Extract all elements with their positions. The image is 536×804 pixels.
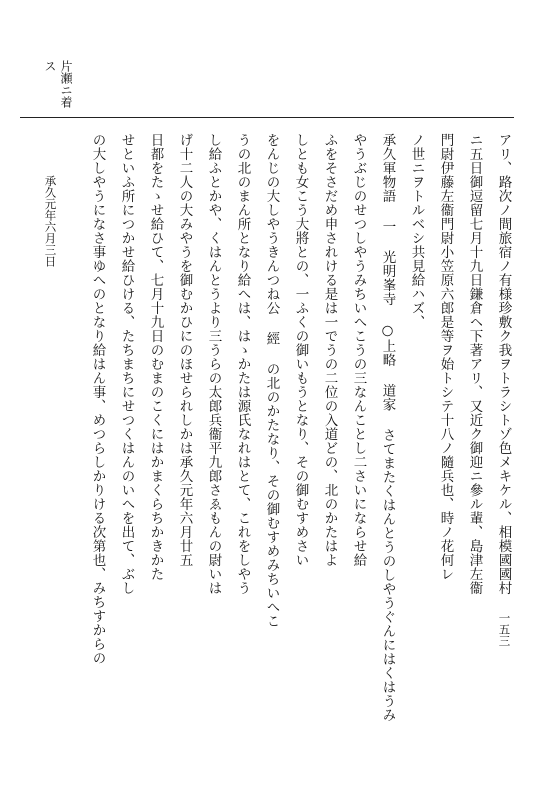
running-date: 承久元年六月三日 bbox=[43, 175, 58, 267]
header-rule bbox=[20, 117, 514, 118]
text-column: アリ、路次ノ間旅宿ノ有様珍敷ク我ヲトラシトゾ色メキケル、相模國國村 bbox=[495, 133, 512, 595]
text-column: うの北のまん所となり給へは、はゝかたは源氏なれはとて、これをしやう bbox=[234, 133, 251, 595]
text-column: ニ五日御逗留七月十九日鎌倉ヘ下著アリ、又近ク御迎ニ參ル輩、島津左衞 bbox=[466, 133, 483, 595]
text-column: 門尉伊藤左衞門尉小笠原六郎是等ヲ始トシテ十八ノ隨兵也、時ノ花何レ bbox=[437, 133, 454, 581]
text-column: やうぶじのせつしやうみちいへこうの三なんことし二さいにならせ給 bbox=[350, 133, 367, 567]
margin-note-line-1: 片瀬ニ着 bbox=[59, 60, 73, 108]
text-column-title: 承久軍物語 一 光明峯寺 ○上略 道家 さてまたくはんとうのしやうぐんにはくはうみ bbox=[379, 133, 396, 722]
text-column: しとも女こう大將との、一ふくの御いもうとなり、その御むすめさい bbox=[292, 133, 309, 567]
text-column: せといふ所につかせ給ひける、たちまちにせつくはんのいへを出て、ぶし bbox=[118, 133, 135, 595]
text-column: ふをそさだめ申されける是は一でうの二位の入道どの、北のかたはよ bbox=[321, 133, 338, 567]
text-column: げ十二人の大みやうを御むかひにのほせられしかは承久元年六月廿五 bbox=[176, 133, 193, 567]
text-column: をんじの大しやうきんつね公 經 の北のかたなり、その御むすめみちいへこ bbox=[263, 133, 280, 628]
margin-note-line-2: ス bbox=[43, 60, 57, 72]
page-number: 一五三 bbox=[497, 612, 512, 647]
text-column: 日都をたゝせ給ひて、七月十九日のむまのこくにはかまくらちかきかた bbox=[147, 133, 164, 581]
text-column: ノ世ニヲトルベシ共見給ハズ、 bbox=[408, 133, 425, 329]
text-column: の大しやうになさ事ゆへのとなり給はん事、めつらしかりける次第也、みちすからの bbox=[89, 133, 106, 665]
text-column: し給ふとかや、くはんとうより三うらの太郎兵衞平九郎さゑもんの尉いは bbox=[205, 133, 222, 595]
